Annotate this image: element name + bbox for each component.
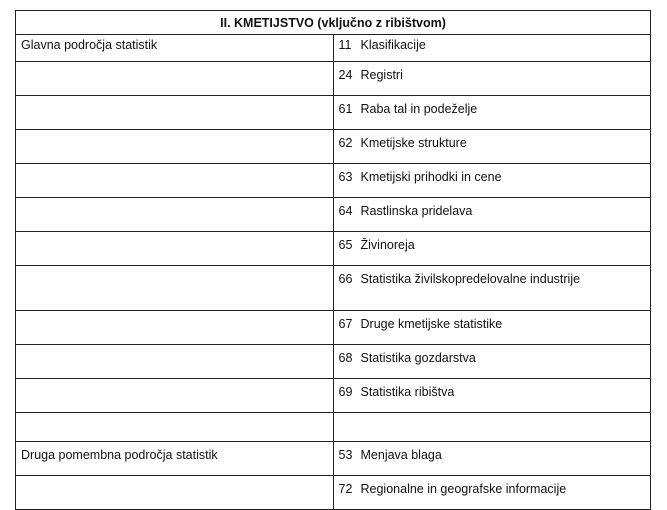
empty-cell (16, 232, 334, 266)
empty-cell (16, 413, 334, 442)
item-code: 11 (338, 38, 352, 52)
empty-cell (16, 62, 334, 96)
list-item (333, 476, 651, 510)
section-heading: Glavna področja statistik (16, 35, 334, 62)
table-row (16, 345, 651, 379)
item-label: Kmetijske strukture (360, 136, 467, 150)
list-item (333, 442, 651, 476)
table-row (16, 62, 651, 96)
table-row (16, 476, 651, 510)
table-row (16, 35, 651, 62)
statistics-areas-table (15, 10, 651, 510)
item-label: Klasifikacije (360, 38, 426, 52)
item-label: Statistika živilskopredelovalne industrije (360, 272, 581, 286)
item-label: Živinoreja (360, 238, 415, 252)
item-label: Registri (360, 68, 403, 82)
item-code: 72 (338, 482, 353, 496)
empty-cell (16, 476, 334, 510)
empty-cell (16, 379, 334, 413)
list-item (333, 164, 651, 198)
item-code: 24 (338, 68, 353, 82)
table-row (16, 266, 651, 311)
item-label: Statistika gozdarstva (360, 351, 476, 365)
table-row (16, 130, 651, 164)
table-row (16, 232, 651, 266)
item-label: Rastlinska pridelava (360, 204, 473, 218)
list-item (333, 345, 651, 379)
table-row-empty (16, 413, 651, 442)
table-row (16, 96, 651, 130)
list-item (333, 232, 651, 266)
item-code: 69 (338, 385, 353, 399)
empty-cell (16, 311, 334, 345)
item-code: 64 (338, 204, 353, 218)
item-label: Kmetijski prihodki in cene (360, 170, 502, 184)
item-label: Regionalne in geografske informacije (360, 482, 567, 496)
item-label: Raba tal in podeželje (360, 102, 478, 116)
list-item (333, 130, 651, 164)
list-item (333, 379, 651, 413)
empty-cell (16, 198, 334, 232)
empty-cell (16, 164, 334, 198)
empty-cell (16, 266, 334, 311)
table-row (16, 164, 651, 198)
empty-cell (333, 413, 651, 442)
empty-cell (16, 96, 334, 130)
item-code: 62 (338, 136, 353, 150)
item-code: 63 (338, 170, 353, 184)
item-label: Druge kmetijske statistike (360, 317, 503, 331)
list-item (333, 311, 651, 345)
item-code: 67 (338, 317, 353, 331)
list-item (333, 198, 651, 232)
item-label: Statistika ribištva (360, 385, 455, 399)
table-row (16, 311, 651, 345)
table-row (16, 442, 651, 476)
list-item (333, 62, 651, 96)
list-item (333, 35, 651, 62)
list-item (333, 266, 651, 311)
table-row (16, 198, 651, 232)
table-title: II. KMETIJSTVO (vključno z ribištvom) (16, 11, 651, 35)
item-code: 61 (338, 102, 353, 116)
empty-cell (16, 130, 334, 164)
list-item (333, 96, 651, 130)
item-code: 68 (338, 351, 353, 365)
table-row (16, 379, 651, 413)
item-code: 53 (338, 448, 353, 462)
item-label: Menjava blaga (360, 448, 442, 462)
item-code: 66 (338, 272, 353, 286)
item-code: 65 (338, 238, 353, 252)
section-heading: Druga pomembna področja statistik (16, 442, 334, 476)
empty-cell (16, 345, 334, 379)
